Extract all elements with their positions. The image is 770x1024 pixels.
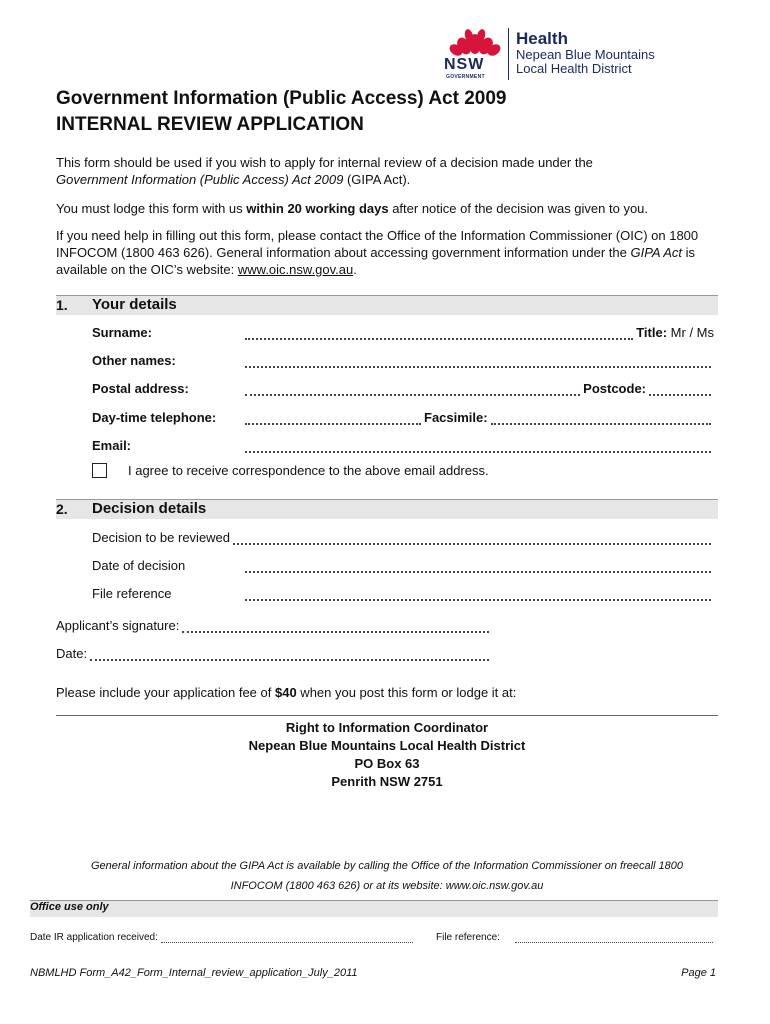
page-number: Page 1 (681, 967, 716, 979)
logo-health: Health (516, 29, 568, 48)
intro-p1-act: Government Information (Public Access) Act 2009 (56, 172, 344, 187)
intro-p2-text: You must lodge this form with us (56, 201, 247, 216)
fee-paragraph (56, 684, 716, 701)
email-consent-label: I agree to receive correspondence to the above email address. (128, 463, 489, 478)
file-reference-label: File reference (92, 586, 172, 601)
telephone-field[interactable] (245, 412, 421, 425)
decision-date-field[interactable] (245, 560, 711, 573)
other-names-row (92, 352, 714, 368)
signature-date-label: Date: (56, 646, 88, 661)
file-reference-row (92, 585, 714, 601)
footnote-line-2: INFOCOM (1800 463 626) or at its website: www.oic.nsw.gov.au (230, 880, 544, 892)
address-line-3: PO Box 63 (354, 756, 420, 771)
intro-p3-end: . (353, 262, 357, 277)
section-1-number: 1. (56, 297, 68, 313)
nsw-wordmark: NSW (444, 56, 485, 73)
intro-p3-text: If you need help in filling out this form, please contact the Office of the Information Commissioner (OIC) on 1800 INFOCOM (1800 463 626). General information about accessing government information under the (56, 228, 699, 260)
section-2-title: Decision details (92, 500, 207, 517)
intro-paragraph-2 (56, 200, 716, 217)
office-use-title: Office use only (30, 901, 109, 913)
office-use-header (30, 900, 718, 917)
surname-label: Surname: (92, 325, 152, 340)
date-received-field[interactable] (161, 931, 413, 943)
email-consent-row (92, 463, 489, 478)
title-label: Title: (636, 325, 668, 340)
section-2-number: 2. (56, 501, 68, 517)
postal-address-label: Postal address: (92, 381, 189, 396)
signature-date-row (56, 645, 492, 661)
email-field[interactable] (245, 440, 711, 453)
other-names-field[interactable] (245, 355, 711, 368)
logo-text (516, 30, 655, 76)
fee-amount: $40 (274, 685, 297, 700)
gipa-footnote (56, 856, 718, 896)
title-options[interactable]: Mr / Ms (670, 325, 714, 340)
postal-address-field[interactable] (245, 383, 580, 396)
title-line2: INTERNAL REVIEW APPLICATION (56, 114, 364, 135)
surname-row (92, 324, 714, 340)
other-names-label: Other names: (92, 353, 176, 368)
signature-field[interactable] (182, 620, 489, 633)
email-label: Email: (92, 438, 132, 453)
title-line1: Government Information (Public Access) Act 2009 (56, 88, 507, 109)
signature-label: Applicant’s signature: (56, 618, 180, 633)
intro-p1-end: (GIPA Act). (343, 172, 411, 187)
section-1-title: Your details (92, 296, 177, 313)
postcode-label: Postcode: (583, 381, 646, 396)
logo-district-line2: Local Health District (516, 61, 632, 76)
email-row (92, 437, 714, 453)
signature-row (56, 617, 492, 633)
waratah-icon (444, 26, 506, 58)
office-file-ref-label: File reference: (436, 932, 500, 943)
page-title (56, 86, 507, 138)
intro-p1-text: This form should be used if you wish to apply for internal review of a decision made under the (56, 155, 593, 170)
government-wordmark: GOVERNMENT (446, 74, 485, 80)
postcode-field[interactable] (649, 383, 711, 396)
surname-field[interactable] (245, 327, 633, 340)
fee-text-end: when you post this form or lodge it at: (296, 685, 517, 700)
signature-date-field[interactable] (90, 648, 489, 661)
section-2-header (56, 499, 718, 519)
office-file-ref-row (436, 929, 716, 943)
decision-date-row (92, 557, 714, 573)
address-line-2: Nepean Blue Mountains Local Health District (248, 738, 526, 753)
logo-divider (508, 28, 509, 80)
section-1-header (56, 295, 718, 315)
fee-text: Please include your application fee of (56, 685, 275, 700)
address-line-1: Right to Information Coordinator (285, 720, 489, 735)
intro-paragraph-3 (56, 227, 716, 278)
oic-website-link[interactable]: www.oic.nsw.gov.au (237, 262, 354, 277)
decision-field[interactable] (233, 532, 711, 545)
intro-paragraph-1 (56, 154, 716, 188)
nsw-health-logo (444, 26, 724, 82)
logo-district-line1: Nepean Blue Mountains (516, 47, 655, 62)
decision-date-label: Date of decision (92, 558, 186, 573)
decision-label: Decision to be reviewed (92, 530, 231, 545)
date-received-label: Date IR application received: (30, 932, 158, 943)
intro-p3-mid: is available on the OIC’s website: (56, 245, 696, 277)
decision-row (92, 529, 714, 545)
address-divider (56, 715, 718, 716)
form-id: NBMLHD Form_A42_Form_Internal_review_application_July_2011 (30, 967, 358, 979)
email-consent-checkbox[interactable] (92, 463, 107, 478)
facsimile-label: Facsimile: (424, 410, 488, 425)
intro-p2-deadline: within 20 working days (246, 201, 389, 216)
telephone-row (92, 409, 714, 425)
postal-address-row (92, 380, 714, 396)
postal-address-block (56, 719, 718, 791)
intro-p3-act: GIPA Act (630, 245, 683, 260)
date-received-row (30, 929, 416, 943)
address-line-4: Penrith NSW 2751 (331, 774, 443, 789)
telephone-label: Day-time telephone: (92, 410, 217, 425)
file-reference-field[interactable] (245, 588, 711, 601)
footnote-line-1: General information about the GIPA Act is available by calling the Office of the Information Commissioner on freecall 1800 (90, 860, 684, 872)
intro-p2-end: after notice of the decision was given to you. (388, 201, 649, 216)
office-file-ref-field[interactable] (515, 931, 713, 943)
facsimile-field[interactable] (491, 412, 711, 425)
